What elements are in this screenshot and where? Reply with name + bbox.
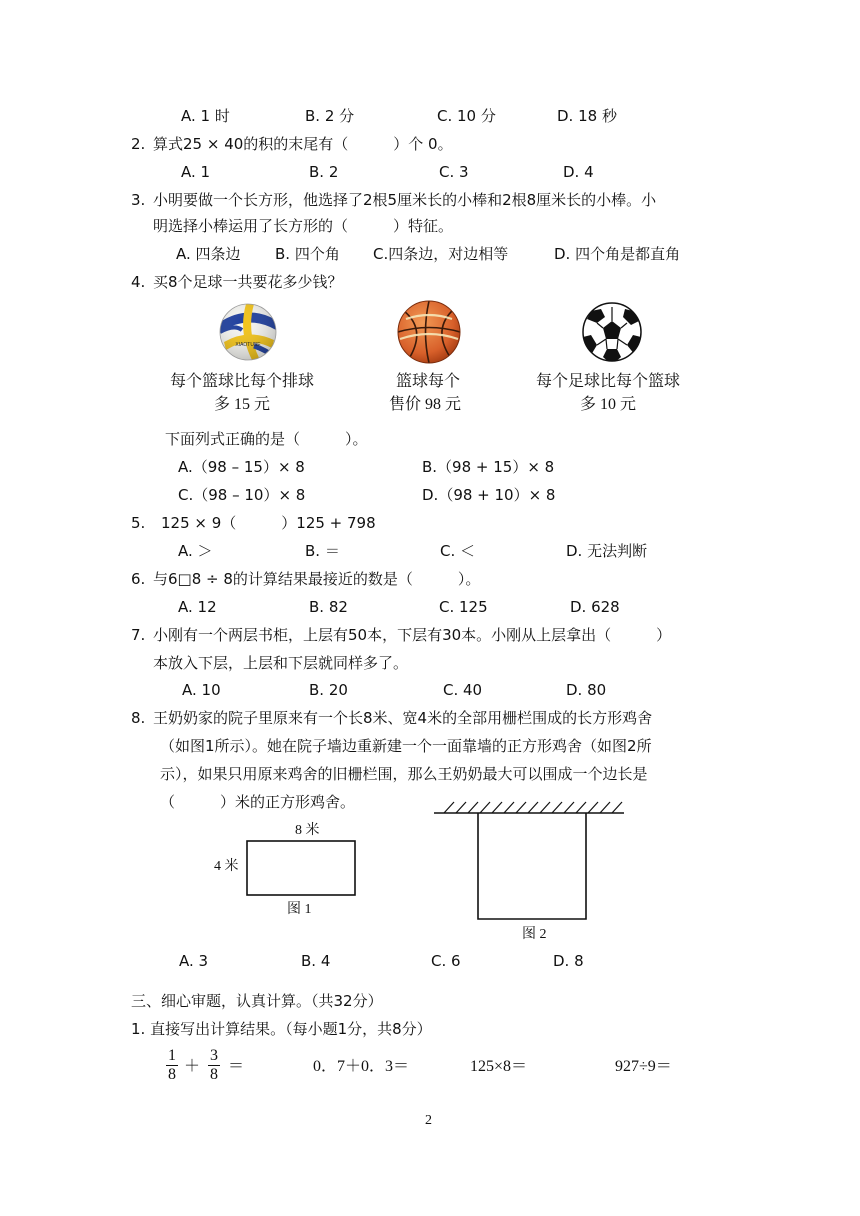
fraction-1-numerator: 1 — [168, 1047, 176, 1064]
q6-option-d: D. 628 — [570, 598, 620, 616]
q5-number: 5. — [131, 514, 146, 532]
basketball-icon — [396, 299, 462, 365]
q2-option-b: B. 2 — [309, 163, 339, 181]
soccer-ball-icon — [581, 301, 643, 363]
page-number: 2 — [425, 1113, 432, 1128]
q4-number: 4. — [131, 273, 146, 291]
section-3-subtitle: 1. 直接写出计算结果。（每小题1分，共8分） — [131, 1020, 432, 1038]
q4-caption1-line1: 每个篮球比每个排球 — [170, 373, 315, 390]
figure-1-side-label: 4 米 — [214, 859, 239, 874]
plus-sign: ＋ — [184, 1058, 201, 1075]
q8-line4: （ ）米的正方形鸡舍。 — [160, 793, 356, 811]
fraction-2-denominator: 8 — [210, 1066, 218, 1083]
q8-line3: 示），如果只用原来鸡舍的旧栅栏围，那么王奶奶最大可以围成一个边长是 — [160, 765, 648, 783]
figure-2-caption: 图 2 — [522, 927, 547, 942]
q3-option-b: B. 四个角 — [275, 245, 340, 263]
fraction-1-denominator: 8 — [168, 1066, 176, 1083]
q4-caption2-line1: 篮球每个 — [396, 373, 461, 390]
figure-1-caption: 图 1 — [287, 902, 312, 917]
q8-option-c: C. 6 — [431, 952, 461, 970]
volleyball-icon — [218, 302, 278, 362]
q6-option-c: C. 125 — [439, 598, 488, 616]
q7-number: 7. — [131, 626, 146, 644]
q8-option-b: B. 4 — [301, 952, 331, 970]
figure-1-rectangle — [246, 840, 356, 896]
q7-line1: 小刚有一个两层书柜，上层有50本，下层有30本。小刚从上层拿出（ ） — [153, 626, 672, 644]
q3-option-c: C.四条边，对边相等 — [373, 245, 509, 263]
q4-option-d: D.（98 + 10）× 8 — [422, 486, 556, 504]
equals-sign: ＝ — [228, 1058, 245, 1075]
q4-caption1-line2: 多 15 元 — [214, 396, 271, 413]
fraction-1-8 — [166, 1047, 178, 1084]
q5-text: 125 × 9（ ）125 + 798 — [161, 514, 376, 532]
calc-item-4: 927÷9＝ — [615, 1058, 672, 1075]
q8-option-a: A. 3 — [179, 952, 209, 970]
q3-option-d: D. 四个角是都直角 — [554, 245, 681, 263]
q4-text: 买8个足球一共要花多少钱？ — [153, 273, 343, 291]
calc-item-2: 0．7＋0．3＝ — [313, 1058, 410, 1075]
q8-number: 8. — [131, 709, 146, 727]
q1-option-c: C. 10 分 — [437, 107, 496, 125]
q3-option-a: A. 四条边 — [176, 245, 241, 263]
q6-option-a: A. 12 — [178, 598, 217, 616]
q1-option-a: A. 1 时 — [181, 107, 230, 125]
q4-caption3-line2: 多 10 元 — [580, 396, 637, 413]
q1-option-d: D. 18 秒 — [557, 107, 617, 125]
q4-caption2-line2: 售价 98 元 — [389, 396, 462, 413]
q8-option-d: D. 8 — [553, 952, 584, 970]
q8-line2: （如图1所示）。她在院子墙边重新建一个一面靠墙的正方形鸡舍（如图2所 — [160, 737, 652, 755]
q6-text: 与6□8 ÷ 8的计算结果最接近的数是（ ）。 — [153, 570, 481, 588]
q1-option-b: B. 2 分 — [305, 107, 355, 125]
figure-2-square-with-wall — [434, 800, 626, 916]
q6-option-b: B. 82 — [309, 598, 348, 616]
q3-number: 3. — [131, 191, 146, 209]
q2-number: 2. — [131, 135, 146, 153]
fraction-2-numerator: 3 — [210, 1047, 218, 1064]
q7-option-d: D. 80 — [566, 681, 607, 699]
section-3-title: 三、细心审题，认真计算。（共32分） — [131, 992, 383, 1010]
q4-option-a: A.（98 – 15）× 8 — [178, 458, 305, 476]
q3-line2: 明选择小棒运用了长方形的（ ）特征。 — [153, 217, 454, 235]
q8-line1: 王奶奶家的院子里原来有一个长8米、宽4米的全部用栅栏围成的长方形鸡舍 — [153, 709, 653, 727]
q2-text: 算式25 × 40的积的末尾有（ ）个 0。 — [153, 135, 453, 153]
q5-option-a: A. ＞ — [178, 542, 213, 560]
q5-option-c: C. ＜ — [440, 542, 476, 560]
q4-option-b: B.（98 + 15）× 8 — [422, 458, 555, 476]
volleyball-brand-text: XIAOTUBE — [235, 342, 261, 348]
q2-option-a: A. 1 — [181, 163, 211, 181]
q4-prompt: 下面列式正确的是（ ）。 — [165, 430, 368, 448]
q3-line1: 小明要做一个长方形，他选择了2根5厘米长的小棒和2根8厘米长的小棒。小 — [153, 191, 657, 209]
q7-option-a: A. 10 — [182, 681, 221, 699]
q2-option-c: C. 3 — [439, 163, 469, 181]
q5-option-b: B. ＝ — [305, 542, 340, 560]
calc-item-3: 125×8＝ — [470, 1058, 528, 1075]
fraction-3-8 — [208, 1047, 220, 1084]
figure-1-top-label: 8 米 — [295, 823, 320, 838]
q7-option-b: B. 20 — [309, 681, 348, 699]
q6-number: 6. — [131, 570, 146, 588]
q2-option-d: D. 4 — [563, 163, 594, 181]
q7-option-c: C. 40 — [443, 681, 483, 699]
q7-line2: 本放入下层，上层和下层就同样多了。 — [153, 654, 409, 672]
q4-option-c: C.（98 – 10）× 8 — [178, 486, 306, 504]
q4-caption3-line1: 每个足球比每个篮球 — [536, 373, 681, 390]
q5-option-d: D. 无法判断 — [566, 542, 648, 560]
